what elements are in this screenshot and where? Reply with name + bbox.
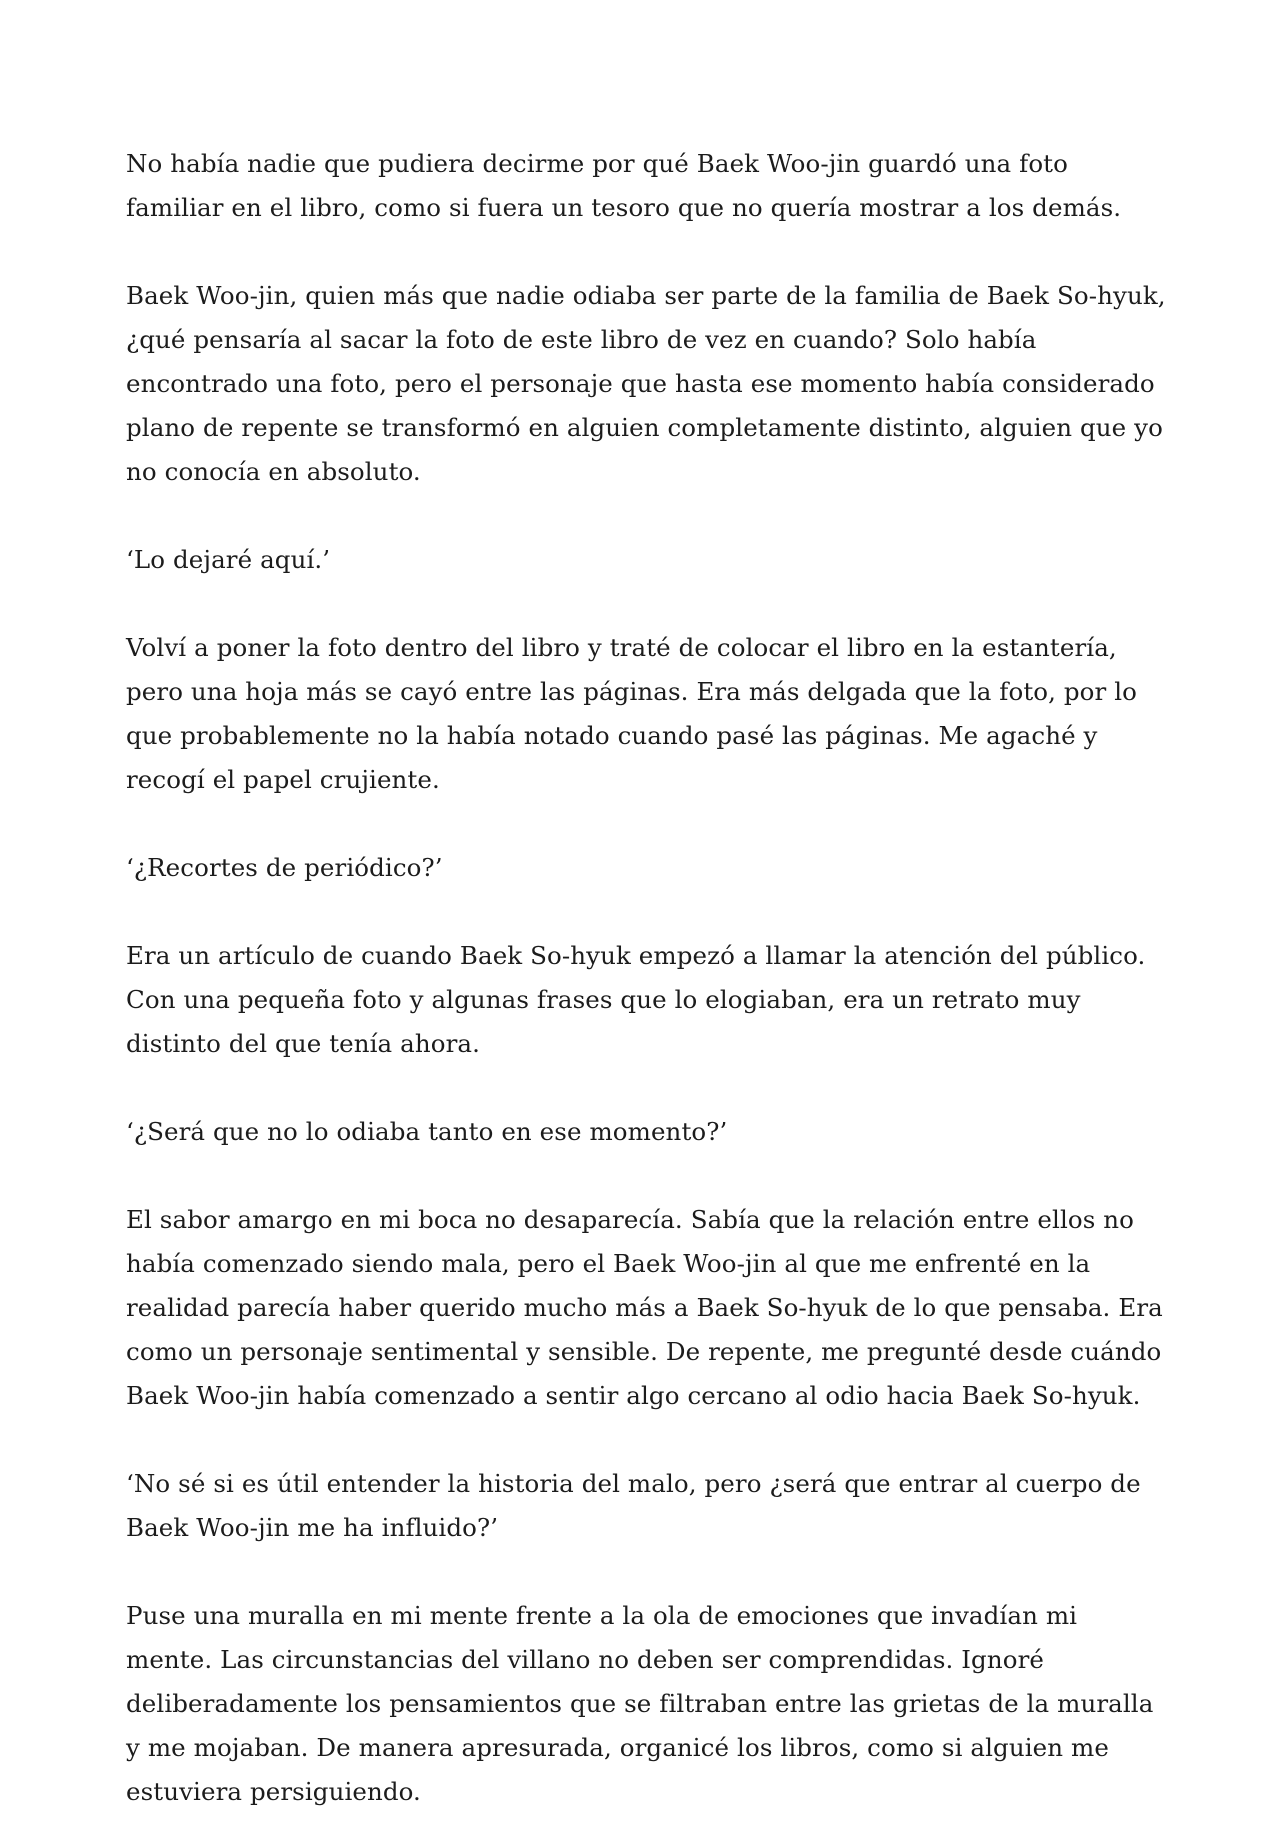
paragraph-2: Baek Woo-jin, quien más que nadie odiaba ser parte de la familia de Baek So-hyuk, ¿qué pensaría al sacar la foto de este libro de vez en cuando? Solo había encontrado una foto, pero el personaje que hasta ese momento había considerado plano de repente se transformó en alguien completamente distinto, alguien que yo no conocía en absoluto. — [126, 281, 1166, 486]
paragraph-5: ‘¿Recortes de periódico?’ — [126, 853, 443, 882]
paragraph-1: No había nadie que pudiera decirme por qué Baek Woo-jin guardó una foto familiar en el libro, como si fuera un tesoro que no quería mostrar a los demás. — [126, 149, 1122, 222]
document-body — [126, 142, 1166, 1814]
paragraph-6: Era un artículo de cuando Baek So-hyuk empezó a llamar la atención del público. Con una pequeña foto y algunas frases que lo elogiaban, era un retrato muy distinto del que tenía ahora. — [126, 941, 1146, 1058]
paragraph-4: Volví a poner la foto dentro del libro y traté de colocar el libro en la estantería, pero una hoja más se cayó entre las páginas. Era más delgada que la foto, por lo que probablemente no la había notado cuando pasé las páginas. Me agaché y recogí el papel crujiente. — [126, 633, 1138, 794]
paragraph-10: Puse una muralla en mi mente frente a la ola de emociones que invadían mi mente. Las circunstancias del villano no deben ser comprendidas. Ignoré deliberadamente los pensamientos que se filtraban entre las grietas de la muralla y me mojaban. De manera apresurada, organicé los libros, como si alguien me estuviera persiguiendo. — [126, 1601, 1154, 1806]
paragraph-9: ‘No sé si es útil entender la historia del malo, pero ¿será que entrar al cuerpo de Baek Woo-jin me ha influido?’ — [126, 1469, 1141, 1542]
paragraph-8: El sabor amargo en mi boca no desaparecía. Sabía que la relación entre ellos no había comenzado siendo mala, pero el Baek Woo-jin al que me enfrenté en la realidad parecía haber querido mucho más a Baek So-hyuk de lo que pensaba. Era como un personaje sentimental y sensible. De repente, me pregunté desde cuándo Baek Woo-jin había comenzado a sentir algo cercano al odio hacia Baek So-hyuk. — [126, 1205, 1163, 1410]
paragraph-3: ‘Lo dejaré aquí.’ — [126, 545, 331, 574]
paragraph-7: ‘¿Será que no lo odiaba tanto en ese momento?’ — [126, 1117, 728, 1146]
